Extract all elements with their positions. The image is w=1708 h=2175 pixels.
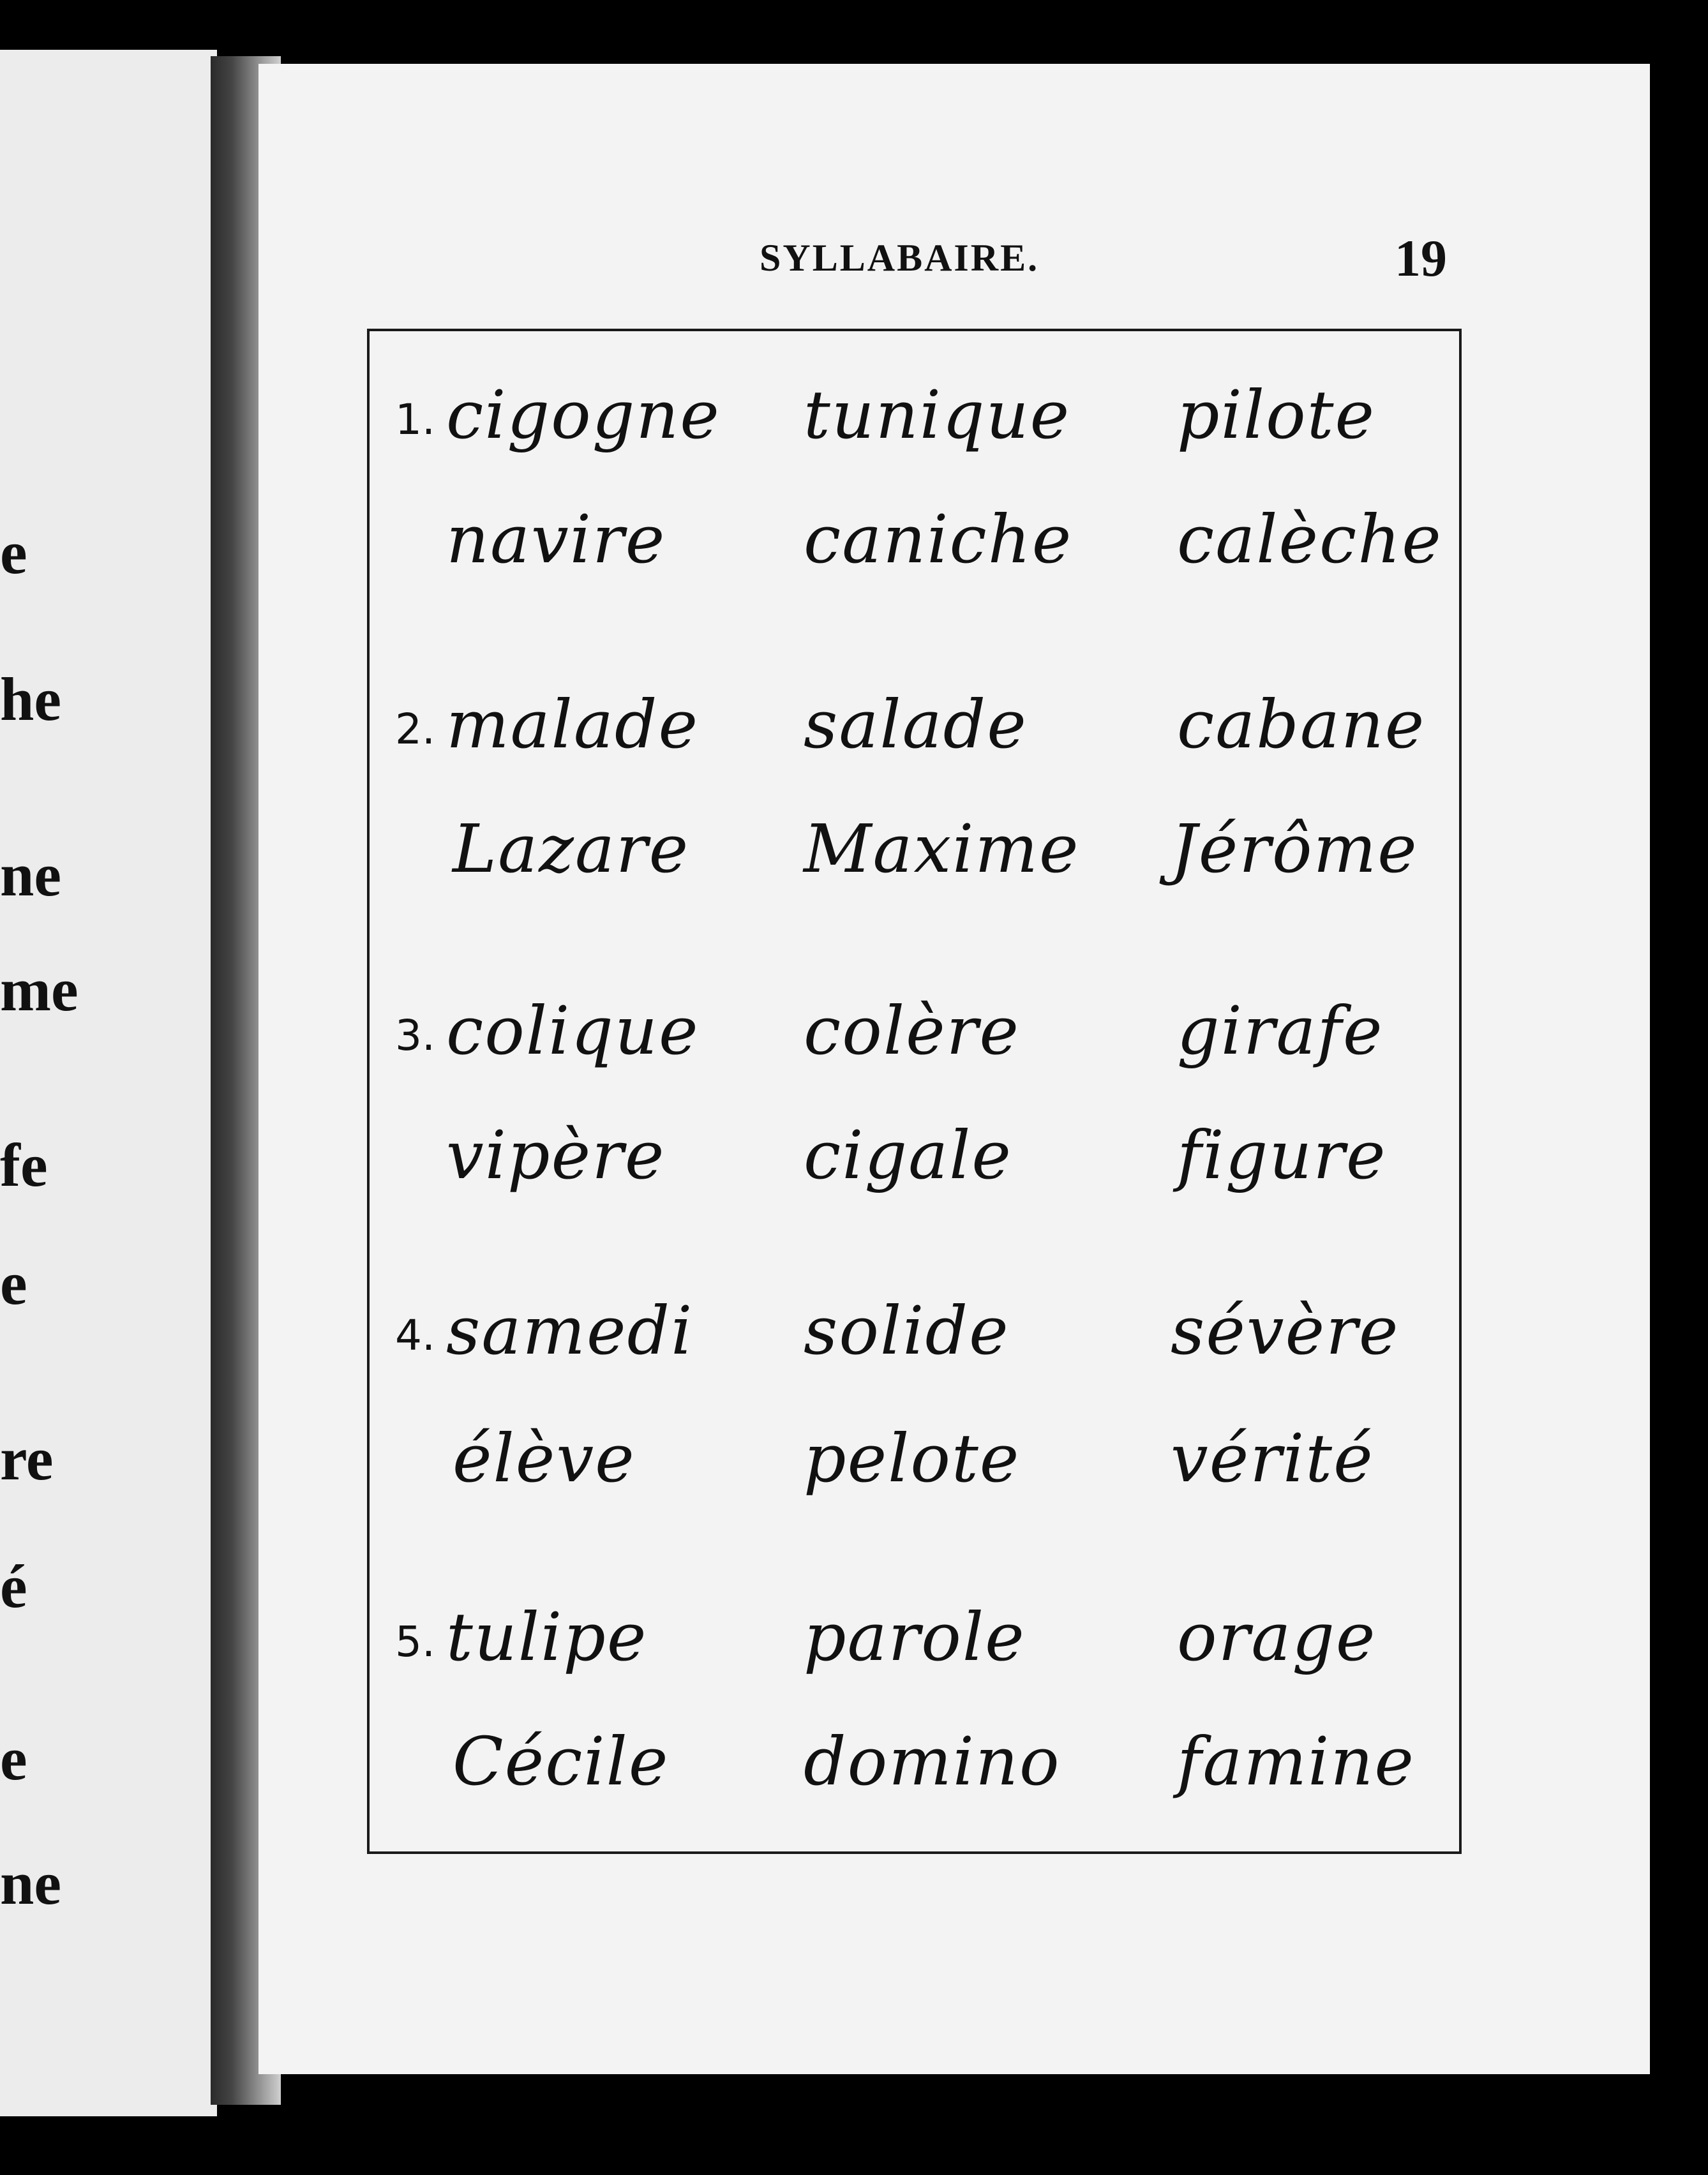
lesson-number: 3.: [395, 1011, 435, 1060]
left-text-fragment: e: [0, 1724, 27, 1793]
word: malade: [446, 685, 700, 763]
lesson-number: 5.: [395, 1617, 435, 1666]
left-text-fragment: é: [0, 1552, 27, 1620]
word: vérité: [1171, 1419, 1374, 1497]
word: tulipe: [446, 1598, 648, 1676]
left-text-fragment: fe: [0, 1131, 48, 1199]
left-text-fragment: re: [0, 1424, 54, 1493]
left-text-fragment: me: [0, 955, 79, 1024]
lesson-number: 2.: [395, 705, 435, 754]
word: solide: [804, 1292, 1010, 1370]
word: navire: [446, 500, 666, 578]
word: famine: [1177, 1723, 1415, 1800]
word: calèche: [1177, 500, 1442, 578]
word: Cécile: [453, 1723, 670, 1800]
word: colère: [804, 992, 1020, 1070]
left-facing-page: [0, 50, 217, 2116]
word: salade: [804, 685, 1028, 763]
word: cabane: [1177, 685, 1426, 763]
lesson-number: 1.: [395, 395, 435, 444]
word: vipère: [446, 1116, 666, 1194]
word: colique: [446, 992, 700, 1070]
word: cigogne: [446, 376, 721, 454]
word: Jérôme: [1171, 810, 1418, 888]
left-text-fragment: e: [0, 1249, 27, 1317]
left-text-fragment: ne: [0, 841, 61, 909]
word: Maxime: [804, 810, 1080, 888]
word: Lazare: [453, 810, 690, 888]
exercise-frame: [367, 329, 1462, 1854]
word: orage: [1177, 1598, 1377, 1676]
running-head: SYLLABAIRE.: [760, 237, 1040, 279]
word: pelote: [804, 1419, 1021, 1497]
left-text-fragment: e: [0, 518, 27, 587]
word: domino: [804, 1723, 1061, 1800]
word: girafe: [1177, 992, 1384, 1070]
word: tunique: [804, 376, 1071, 454]
word: pilote: [1177, 376, 1376, 454]
word: élève: [453, 1419, 636, 1497]
word: parole: [804, 1598, 1026, 1676]
word: sévère: [1171, 1292, 1400, 1370]
page-number: 19: [1395, 229, 1447, 287]
word: samedi: [446, 1292, 694, 1370]
left-text-fragment: he: [0, 665, 61, 733]
word: figure: [1177, 1116, 1387, 1194]
lesson-number: 4.: [395, 1311, 435, 1360]
word: cigale: [804, 1116, 1012, 1194]
left-text-fragment: ne: [0, 1849, 61, 1917]
word: caniche: [804, 500, 1073, 578]
